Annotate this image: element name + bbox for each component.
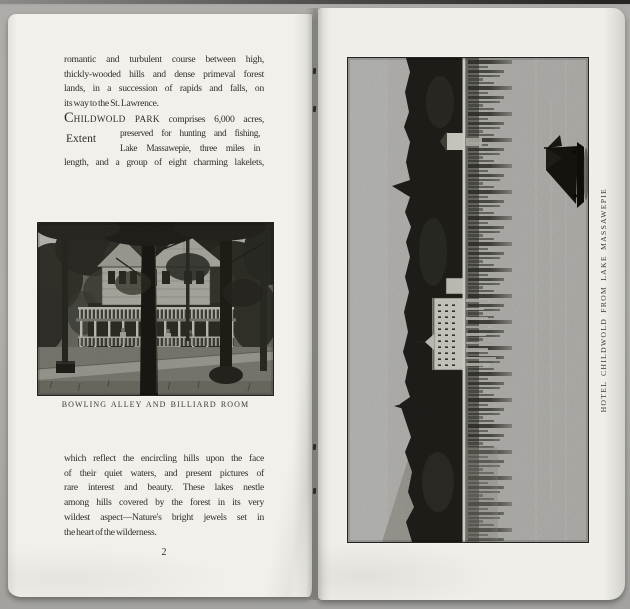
page-number: 2 [161, 547, 167, 558]
paragraph-intro [64, 53, 264, 112]
paragraph-continuation-line: length, and a group of eight charming lakelets, [64, 157, 264, 168]
caption-hotel-childwold-vertical [590, 57, 616, 543]
stitch-mark [313, 68, 316, 74]
text-line: Lake Massawepie, three miles in [120, 143, 260, 154]
paragraph-extent-indented [120, 127, 260, 156]
photo-bowling-alley [37, 222, 274, 396]
caption-bowling-alley: BOWLING ALLEY AND BILLIARD ROOM [61, 400, 250, 409]
hotel-childwold-illustration [348, 58, 588, 542]
caption-text: HOTEL CHILDWOLD FROM LAKE MASSAWEPIE [598, 187, 608, 413]
right-page [318, 8, 625, 600]
left-page [8, 14, 312, 597]
initial-capital: C [64, 110, 74, 126]
text-line: rare interest and beauty. These lakes nestle [64, 482, 264, 494]
text-line: its way to the St. Lawrence. [64, 98, 159, 110]
paragraph-childwold-park [64, 111, 264, 128]
bowling-alley-illustration [38, 223, 273, 395]
binding-gutter [306, 8, 324, 600]
text-line: romantic and turbulent course between high, [64, 54, 264, 65]
text-line: lands, in a succession of rapids and falls, on [64, 83, 264, 95]
text-line: among hills covered by the forest in its very [64, 497, 264, 509]
text-line: of their quiet waters, and present pictures of [64, 467, 264, 479]
stitch-mark [313, 444, 316, 450]
text-line: the heart of the wilderness. [64, 526, 157, 538]
sidehead-extent: Extent [66, 133, 97, 145]
smallcaps-childwold-park: HILDWOLD PARK [73, 114, 160, 124]
paragraph-lakes [64, 452, 264, 540]
photo-hotel-childwold [347, 57, 589, 543]
stitch-mark [313, 488, 316, 494]
childwold-line-rest: comprises 6,000 acres, [159, 114, 264, 125]
text-line: preserved for hunting and fishing, [120, 129, 260, 139]
text-line: wildest aspect—Nature's bright jewels set in [64, 511, 264, 523]
text-line: thickly-wooded hills and dense primeval forest [64, 68, 264, 80]
stitch-mark [313, 106, 316, 112]
text-line: which reflect the encircling hills upon the face [64, 453, 264, 464]
